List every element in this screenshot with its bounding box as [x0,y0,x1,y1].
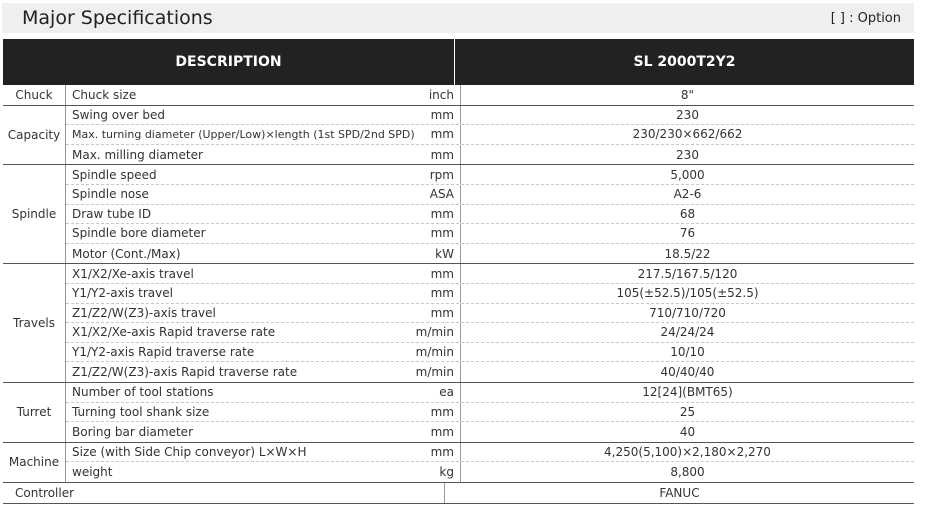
table-row [66,244,914,264]
spec-unit: mm [418,264,461,283]
spec-value: 40/40/40 [660,365,715,380]
spec-item: Boring bar diameter [72,424,193,439]
table-row [66,284,914,304]
spec-item: Swing over bed [72,107,165,122]
table-header [3,39,914,85]
spec-item: X1/X2/Xe-axis travel [72,266,194,281]
title-bar [2,3,914,33]
group-rows [66,443,914,482]
spec-value: 230/230×662/662 [632,127,743,142]
spec-unit: ea [418,383,461,402]
spec-item: Spindle nose [72,187,149,202]
table-row [66,422,914,442]
spec-item: Draw tube ID [72,206,152,221]
spec-unit: mm [418,403,461,422]
table-row [66,343,914,363]
controller-label: Controller [3,483,445,503]
spec-value: 18.5/22 [664,246,711,261]
spec-value: 217.5/167.5/120 [637,266,738,281]
spec-item: X1/X2/Xe-axis Rapid traverse rate [72,325,276,340]
spec-item: Max. turning diameter (Upper/Low)×length (1st SPD/2nd SPD) [72,127,415,141]
table-row [66,145,914,165]
table-row [66,205,914,225]
spec-item: Y1/Y2-axis Rapid traverse rate [72,345,255,360]
group-label: Spindle [3,165,66,263]
spec-unit: m/min [418,343,461,362]
spec-item: Max. milling diameter [72,147,203,162]
spec-groups [3,85,914,483]
group-rows [66,85,914,105]
table-row [66,85,914,105]
spec-group [3,165,914,264]
spec-group [3,106,914,166]
spec-item: Number of tool stations [72,385,214,400]
group-rows [66,264,914,382]
table-row [66,304,914,324]
spec-unit: ASA [418,185,461,204]
spec-unit: kW [418,244,461,264]
table-row [66,362,914,382]
table-row [66,462,914,482]
spec-value: 10/10 [670,345,705,360]
spec-item: Y1/Y2-axis travel [72,286,173,301]
spec-unit: mm [418,422,461,442]
spec-unit: mm [418,224,461,243]
spec-unit: mm [418,125,461,144]
controller-group [3,483,914,504]
option-legend: [ ] : Option [830,11,901,26]
spec-item: Z1/Z2/W(Z3)-axis travel [72,305,216,320]
spec-unit: m/min [418,323,461,342]
spec-item: Z1/Z2/W(Z3)-axis Rapid traverse rate [72,365,298,380]
table-row [66,224,914,244]
controller-value: FANUC [659,485,700,500]
table-row [66,125,914,145]
spec-value: 230 [676,107,699,122]
spec-unit: rpm [418,165,461,184]
table-row [66,165,914,185]
group-label: Capacity [3,106,66,165]
group-rows [66,165,914,263]
spec-group [3,443,914,483]
spec-item: Motor (Cont./Max) [72,246,181,261]
spec-table [3,39,914,504]
table-row [66,443,914,463]
spec-value: 76 [679,226,696,241]
spec-value: 25 [679,404,696,419]
spec-item: Chuck size [72,87,137,102]
table-row [66,106,914,126]
spec-item: weight [72,465,113,480]
spec-unit: mm [418,205,461,224]
spec-value: 710/710/720 [649,305,726,320]
table-row [66,403,914,423]
spec-value: 8,800 [670,465,705,480]
table-row [66,185,914,205]
spec-item: Size (with Side Chip conveyor) L×W×H [72,444,307,459]
group-label: Machine [3,443,66,482]
spec-unit: kg [418,462,461,482]
spec-group [3,383,914,443]
table-row [66,323,914,343]
table-row [66,264,914,284]
group-label: Turret [3,383,66,442]
spec-unit: mm [418,304,461,323]
spec-value: 40 [679,424,696,439]
spec-group [3,85,914,106]
table-row [66,383,914,403]
group-rows [66,106,914,165]
spec-value: A2-6 [673,187,702,202]
spec-value: 24/24/24 [660,325,715,340]
spec-unit: mm [418,145,461,165]
spec-unit: m/min [418,362,461,382]
spec-value: 8" [680,87,695,102]
column-header-model: SL 2000T2Y2 [633,54,736,70]
table-row [3,483,914,503]
spec-value: 230 [676,147,699,162]
spec-item: Turning tool shank size [72,404,210,419]
spec-value: 105(±52.5)/105(±52.5) [616,286,759,301]
spec-value: 5,000 [670,167,705,182]
group-rows [66,383,914,442]
spec-unit: mm [418,106,461,125]
spec-value: 4,250(5,100)×2,180×2,270 [604,444,771,459]
spec-item: Spindle speed [72,167,157,182]
group-label: Travels [3,264,66,382]
spec-unit: mm [418,284,461,303]
column-header-description: DESCRIPTION [3,39,455,85]
spec-unit: mm [418,443,461,462]
spec-group [3,264,914,383]
spec-value: 12[24](BMT65) [642,385,733,400]
spec-item: Spindle bore diameter [72,226,206,241]
spec-value: 68 [679,206,696,221]
page-title: Major Specifications [22,7,213,29]
group-label: Chuck [3,85,66,105]
spec-unit: inch [418,85,461,105]
